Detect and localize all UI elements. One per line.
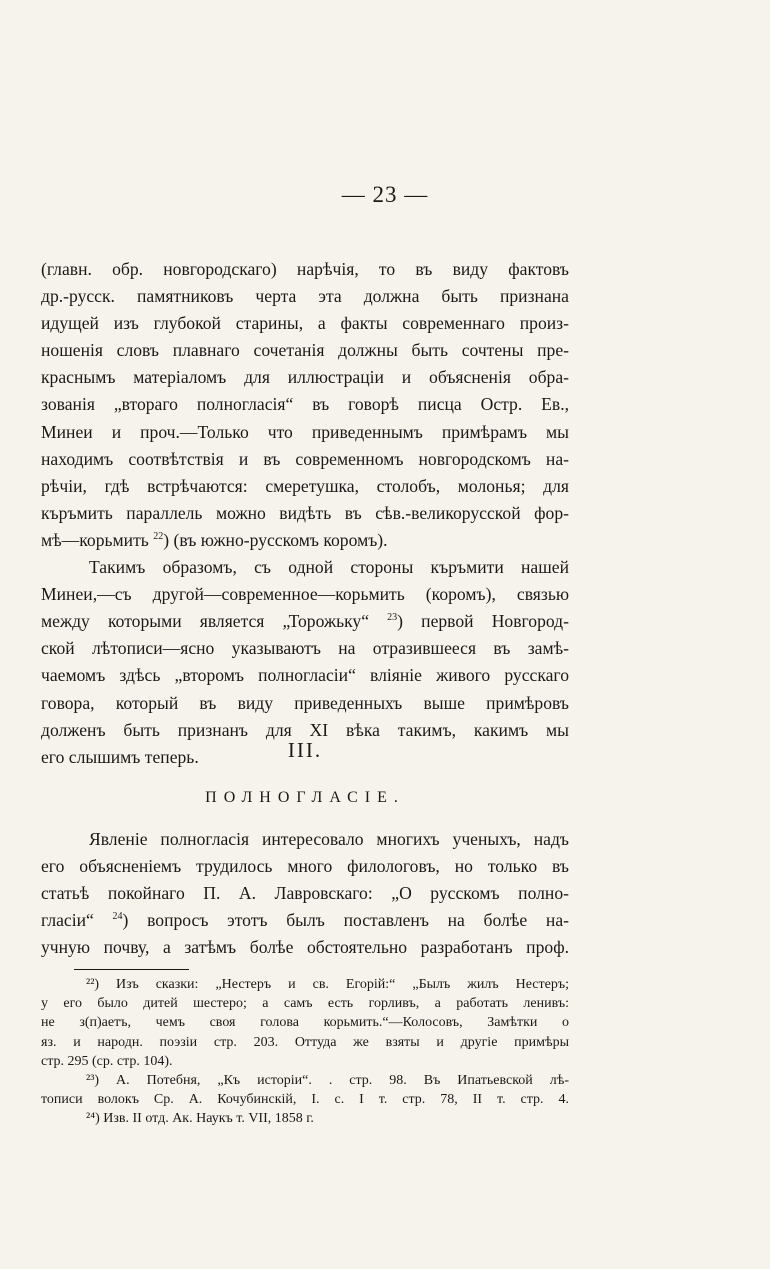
text-line [41,907,569,934]
text-line: находимъ соотвѣтствія и въ современномъ новгородскомъ на- [41,448,569,469]
page-number: — 23 — [341,182,429,207]
footnote-divider [74,969,189,970]
text-line: (главн. обр. новгородскаго) нарѣчія, то въ виду фактовъ [41,259,569,279]
section-number: III. [287,738,323,762]
footnote-line: тописи волокъ Ср. А. Кочубинскій, І. с. І т. стр. 78, ІІ т. стр. 4. [41,1092,569,1108]
paragraph-continued [41,256,569,771]
footnotes [41,975,569,1129]
text-line [41,608,569,635]
text-line: къръмить параллель можно видѣть въ сѣв.-великорусской фор- [41,502,569,523]
footnote-line: яз. и народн. поэзіи стр. 203. Оттуда же взяты и другіе примѣры [41,1034,569,1050]
text-line: идущей изъ глубокой старины, а факты современнаго произ- [41,313,569,334]
text-fragment: мѣ—корьмить [41,529,154,550]
footnote-ref-23[interactable]: 23 [387,612,398,624]
text-line: долженъ быть признанъ для XI вѣка такимъ, какимъ мы [41,719,569,740]
text-line: краснымъ матеріаломъ для иллюстраціи и объясненія обра- [41,367,569,388]
text-line: его объясненіемъ трудилось много филологовъ, но только въ [41,856,569,877]
text-fragment: гласіи“ [41,910,113,931]
footnote-line: у его было дитей шестеро; а самъ есть горливъ, а работать ленивъ: [41,996,569,1012]
text-line: др.-русск. памятниковъ черта эта должна быть признана [41,286,569,307]
footnote-ref-24[interactable]: 24 [112,911,123,923]
footnote-line: не з(п)аетъ, чемъ своя голова корьмить.“—Колосовъ, Замѣтки о [41,1015,569,1031]
footnote-line: стр. 295 (ср. стр. 104). [41,1053,173,1069]
text-line: говора, который въ виду приведенныхъ выше примѣровъ [41,692,569,713]
text-line: статьѣ покойнаго П. А. Лавровскаго: „О русскомъ полно- [41,883,569,904]
text-fragment: ) первой Новгород- [397,611,569,632]
section-paragraph [41,826,569,961]
text-line: зованія „втораго полногласія“ въ говорѣ писца Остр. Ев., [41,394,569,415]
paragraph-start-line: Такимъ образомъ, съ одной стороны къръмити нашей [89,557,569,578]
text-line: рѣчіи, гдѣ встрѣчаются: смеретушка, столобъ, молонья; для [41,475,569,496]
text-line [41,527,569,554]
text-line: его слышимъ теперь. [41,746,199,767]
text-fragment: между которыми является „Торожьку“ [41,611,388,632]
text-fragment: ) вопросъ этотъ былъ поставленъ на болѣе на- [122,910,570,931]
text-line: учную почву, а затѣмъ болѣе обстоятельно разработанъ проф. [41,937,569,958]
text-line: ношенія словъ плавнаго сочетанія должны быть сочтены пре- [41,340,569,361]
section-title: ПОЛНОГЛАСІЕ. [205,789,405,806]
footnote-23: ²³) А. Потебня, „Къ исторіи“. . стр. 98. Въ Ипатьевской лѣ- [86,1073,569,1089]
text-line: чаемомъ здѣсь „второмъ полногласіи“ вліяніе живого русскаго [41,665,569,686]
text-line: ской лѣтописи—ясно указываютъ на отразившееся въ замѣ- [41,638,569,659]
text-fragment: ) (въ южно-русскомъ коромъ). [163,529,388,550]
text-line: Минеи,—съ другой—современное—корьмить (коромъ), связью [41,584,569,605]
text-line: Минеи и проч.—Только что приведеннымъ примѣрамъ мы [41,421,569,442]
footnote-22: ²²) Изъ сказки: „Нестеръ и св. Егорій:“ „Былъ жилъ Нестеръ; [86,977,569,992]
paragraph-start-line: Явленіе полногласія интересовало многихъ ученыхъ, надъ [89,829,569,849]
footnote-24: ²⁴) Изв. ІІ отд. Ак. Наукъ т. VII, 1858 г. [86,1111,314,1127]
footnote-ref-22[interactable]: 22 [153,530,164,542]
